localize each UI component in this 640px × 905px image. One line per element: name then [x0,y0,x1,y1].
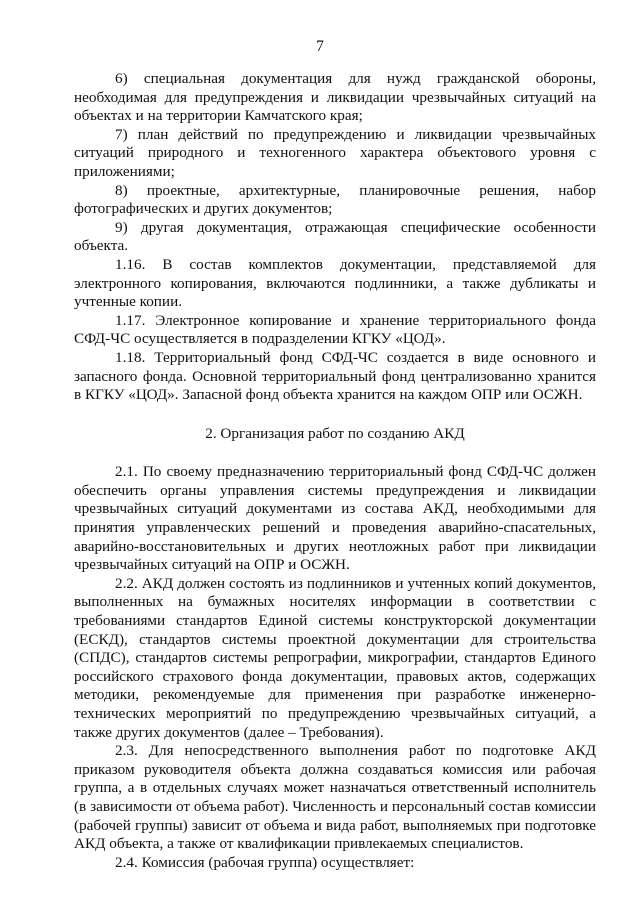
clause-2-2: 2.2. АКД должен состоять из подлинников и учтенных копий документов, выполненных на бумажных носителях информации в соответствии с требованиями стандартов Единой системы конструкторской документации (ЕСКД), стандартов системы проектной документации для строительства (СПДС), стандартов системы репрографии, микрографии, стандартов Единого российского страхового фонда документации, правовых актов, содержащих методики, рекомендуемые для применения при разработке инженерно-технических мероприятий по предупреждению чрезвычайных ситуаций, а также других документов (далее – Требования). [74,574,596,741]
list-item-9: 9) другая документация, отражающая специфические особенности объекта. [74,218,596,255]
clause-1-18: 1.18. Территориальный фонд СФД-ЧС создается в виде основного и запасного фонда. Основной территориальный фонд централизованно хранится в КГКУ «ЦОД». Запасной фонд объекта хранится на каждом ОПР или ОСЖН. [74,348,596,404]
clause-2-1: 2.1. По своему предназначению территориальный фонд СФД-ЧС должен обеспечить органы управления системы предупреждения и ликвидации чрезвычайных ситуаций документами из состава АКД, необходимыми для принятия управленческих решений и проведения аварийно-спасательных, аварийно-восстановительных и других неотложных работ при ликвидации чрезвычайных ситуаций на ОПР и ОСЖН. [74,463,596,574]
list-item-6: 6) специальная документация для нужд гражданской обороны, необходимая для предупреждения и ликвидации чрезвычайных ситуаций на объектах и на территории Камчатского края; [74,70,596,125]
clause-2-3: 2.3. Для непосредственного выполнения работ по подготовке АКД приказом руководителя объекта должна создаваться комиссия или рабочая группа, а в отдельных случаях может назначаться ответственный исполнитель (в зависимости от объема работ). Численность и персональный состав комиссии (рабочей группы) зависит от объема и вида работ, выполняемых при подготовке АКД объекта, а также от квалификации привлекаемых специалистов. [74,742,596,853]
page-number: 7 [316,38,324,55]
clause-1-16: 1.16. В состав комплектов документации, представляемой для электронного копирования, включаются подлинники, а также дубликаты и учтенные копии. [74,255,596,311]
list-item-7: 7) план действий по предупреждению и ликвидации чрезвычайных ситуаций природного и техногенного характера объектового уровня с приложениями; [74,125,596,180]
list-item-8: 8) проектные, архитектурные, планировочные решения, набор фотографических и других документов; [74,181,596,218]
clause-1-17: 1.17. Электронное копирование и хранение территориального фонда СФД-ЧС осуществляется в подразделении КГКУ «ЦОД». [74,311,596,348]
section-heading: 2. Организация работ по созданию АКД [205,424,465,442]
clause-2-4: 2.4. Комиссия (рабочая группа) осуществляет: [115,853,415,871]
document-body [74,70,596,872]
